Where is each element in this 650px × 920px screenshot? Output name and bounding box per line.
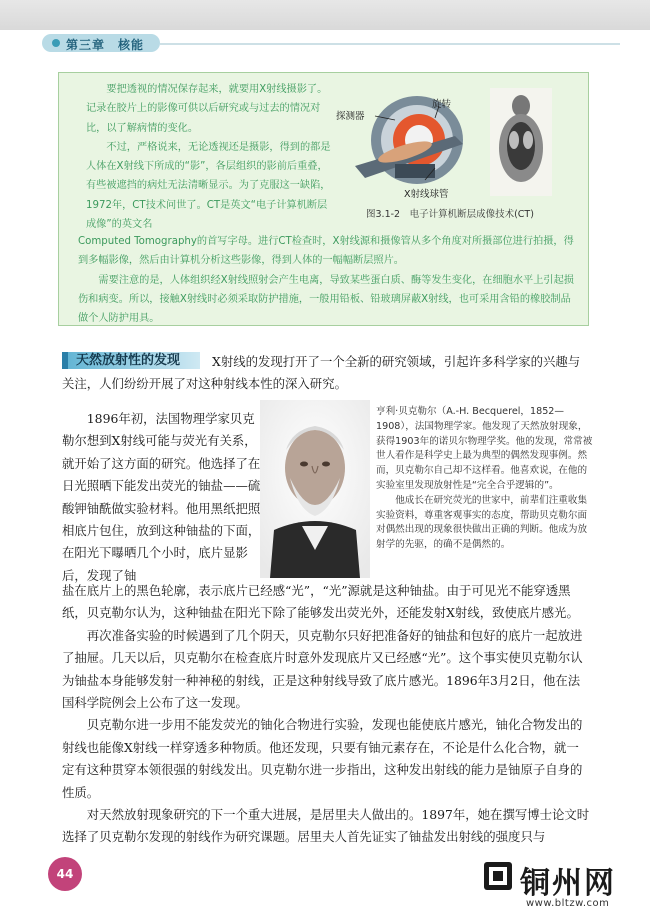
ct-scanner-illustration <box>335 88 485 196</box>
left-column-text <box>62 408 264 587</box>
bio-paragraph: 他成长在研究荧光的世家中，前辈们注重收集实验资料，尊重客观事实的态度，帮助贝克勒尔面对偶然出现的现象很快做出正确的判断。他成为放射学的先驱，的确不是偶然的。 <box>376 494 588 551</box>
header-rule <box>160 43 620 45</box>
info-paragraph: 不过，严格说来，无论透视还是摄影，得到的都是人体在X射线下所成的“影”，各层组织的影前后重叠，有些被遮挡的病灶无法清晰显示。为了克服这一缺陷，1972年，CT技术问世了。CT是英文“电子计算机断层成像”的英文名 <box>86 141 331 231</box>
info-box-full-text <box>78 232 578 328</box>
becquerel-portrait <box>260 400 370 578</box>
page-number: 44 <box>56 867 74 881</box>
info-paragraph: 需要注意的是，人体组织经X射线照射会产生电离，导致某些蛋白质、酶等发生变化，在细胞水平上引起损伤和病变。所以，接触X射线时必须采取防护措施，一般用铅板、铅玻璃屏蔽X射线，也可采用含铅的橡胶制品做个人防护用具。 <box>78 274 574 325</box>
bio-paragraph: 亨利·贝克勒尔（A.-H. Becquerel，1852—1908），法国物理学家。他发现了天然放射现象，获得1903年的诺贝尔物理学奖。他的发现，常常被世人看作是科学史上最为典型的偶然发现事例。然而，贝克勒尔自己却不这样看。他喜欢说，在他的实验室里发现放射性是“完全合乎逻辑的”。 <box>376 406 593 491</box>
section-title: 天然放射性的发现 <box>76 353 181 368</box>
body-paragraph: 贝克勒尔进一步用不能发荧光的铀化合物进行实验，发现也能使底片感光，铀化合物发出的射线也能像X射线一样穿透多种物质。他还发现，只要有铀元素存在，不论是什么化合物，就一定有这种贯穿本领很强的射线发出。贝克勒尔进一步指出，这种发出射线的能力是铀原子自身的性质。 <box>62 717 583 800</box>
bullet-icon <box>52 39 60 47</box>
body-paragraph: 盐在底片上的黑色轮廓，表示底片已经感“光”，“光”源就是这种铀盐。由于可见光不能穿透黑纸，贝克勒尔认为，这种铀盐在阳光下除了能够发出荧光外，还能发射X射线，致使底片感光。 <box>62 583 579 621</box>
body-paragraph: 对天然放射现象研究的下一个重大进展，是居里夫人做出的。1897年，她在撰写博士论文时选择了贝克勒尔发现的射线作为研究课题。居里夫人首先证实了铀盐发出射线的强度只与 <box>62 807 590 845</box>
info-box-left-text <box>86 80 336 234</box>
intro-paragraph: X射线的发现打开了一个全新的研究领域，引起许多科学家的兴趣与关注，人们纷纷开展了对这种射线本性的深入研究。 <box>62 354 581 392</box>
header-band <box>0 0 650 30</box>
watermark-url: www.bltzw.com <box>526 898 610 909</box>
watermark-logo-icon <box>480 858 516 894</box>
ct-label-detector: 探测器 <box>336 111 365 122</box>
biography-note <box>376 405 594 553</box>
body-paragraph: 1896年初，法国物理学家贝克勒尔想到X射线可能与荧光有关系，就开始了这方面的研究。他选择了在日光照晒下能发出荧光的铀盐——硫酸钾铀酰做实验材料。他用黑纸把照相底片包住，放到这种铀盐的下面，在阳光下曝晒几个小时，底片显影后，发现了铀 <box>62 411 261 583</box>
info-paragraph: 要把透视的情况保存起来，就要用X射线摄影了。记录在胶片上的影像可供以后研究或与过去的情况对比，以了解病情的变化。 <box>86 84 328 134</box>
figure-caption: 图3.1-2 电子计算机断层成像技术(CT) <box>366 209 534 220</box>
ct-scan-image <box>490 88 552 196</box>
chapter-label: 第三章 核能 <box>66 38 145 52</box>
section-intro <box>62 351 592 396</box>
main-body-text <box>62 580 590 849</box>
body-paragraph: 再次准备实验的时候遇到了几个阴天，贝克勒尔只好把准备好的铀盐和包好的底片一起放进了抽屉。几天以后，贝克勒尔在检查底片时意外发现底片又已经感“光”。这个事实使贝克勒尔认为铀盐本身能够发射一种神秘的射线，正是这种射线导致了底片感光。1896年3月2日，他在法国科学院例会上公布了这一发现。 <box>62 627 583 711</box>
ct-label-tube: X射线球管 <box>404 189 449 200</box>
watermark-title: 铜州网 <box>520 866 616 901</box>
ct-label-rotate: 旋转 <box>432 99 452 110</box>
info-paragraph: Computed Tomography的首写字母。进行CT检查时，X射线源和摄像管从多个角度对所摄部位进行拍摄，得到多幅影像，然后由计算机分析这些影像，得到人体的一幅幅断层照片。 <box>78 236 574 267</box>
